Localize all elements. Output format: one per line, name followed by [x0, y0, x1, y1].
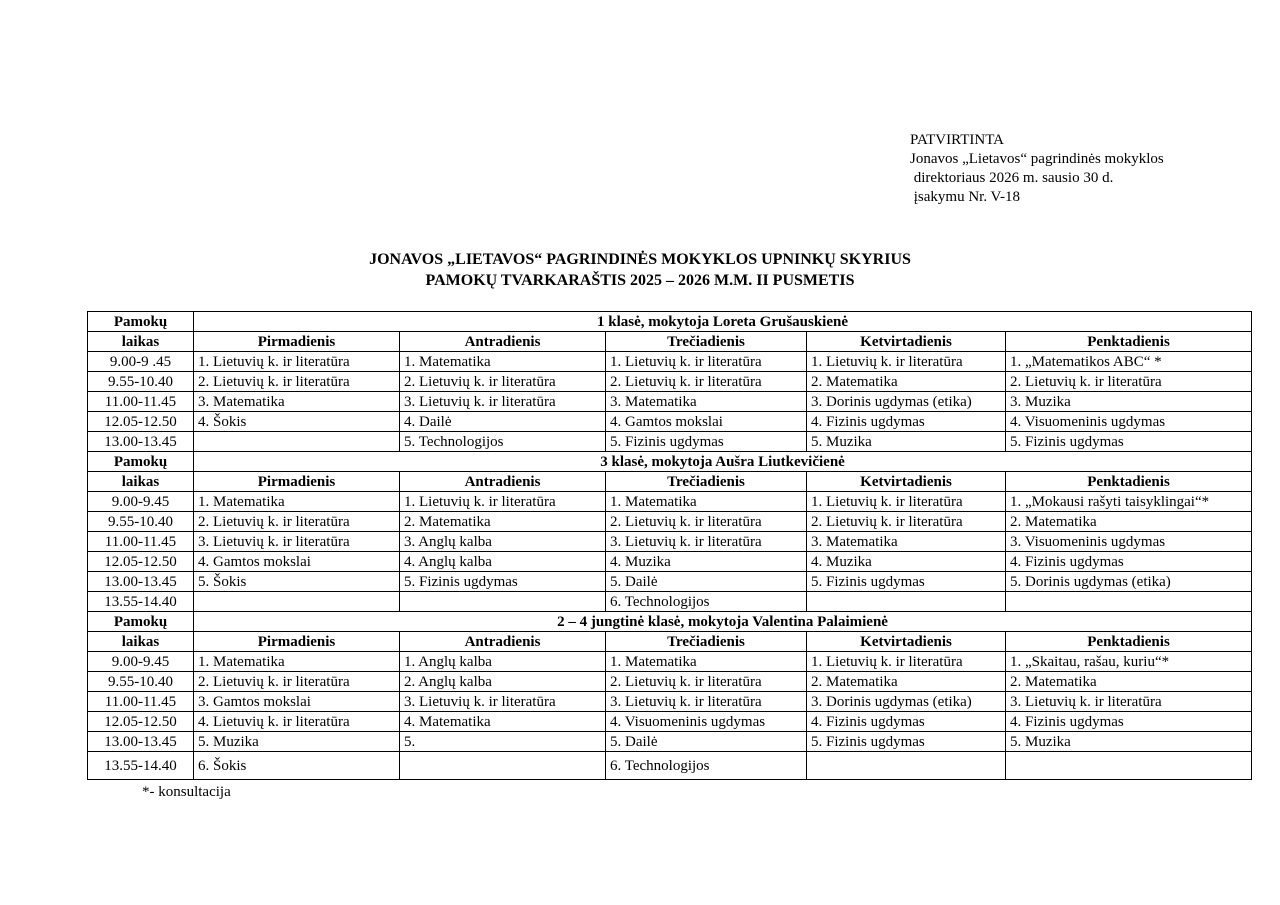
- class-header-row: [88, 452, 1252, 472]
- day-header: Penktadienis: [1006, 632, 1252, 652]
- class-title: 3 klasė, mokytoja Aušra Liutkevičienė: [194, 452, 1252, 472]
- lesson-cell: 5. Fizinis ugdymas: [807, 732, 1006, 752]
- lesson-cell: 5. Fizinis ugdymas: [606, 432, 807, 452]
- class-header-row: [88, 612, 1252, 632]
- lesson-time: 9.00-9.45: [88, 652, 194, 672]
- document-title: [0, 249, 1280, 291]
- lesson-cell: 2. Matematika: [807, 372, 1006, 392]
- lesson-cell: 5. Dailė: [606, 732, 807, 752]
- lesson-cell: 1. Matematika: [194, 652, 400, 672]
- lesson-cell: 4. Fizinis ugdymas: [807, 712, 1006, 732]
- lesson-cell: 3. Gamtos mokslai: [194, 692, 400, 712]
- lesson-cell: 4. Visuomeninis ugdymas: [606, 712, 807, 732]
- day-header: Ketvirtadienis: [807, 632, 1006, 652]
- lesson-cell: 1. Matematika: [606, 652, 807, 672]
- lesson-cell: 4. Muzika: [807, 552, 1006, 572]
- time-header-bottom: laikas: [88, 632, 194, 652]
- day-header: Ketvirtadienis: [807, 332, 1006, 352]
- day-header: Penktadienis: [1006, 472, 1252, 492]
- lesson-cell: 2. Matematika: [400, 512, 606, 532]
- class-title: 1 klasė, mokytoja Loreta Grušauskienė: [194, 312, 1252, 332]
- lesson-cell: 1. Matematika: [606, 492, 807, 512]
- lesson-row: [88, 672, 1252, 692]
- lesson-row: [88, 512, 1252, 532]
- lesson-cell: 6. Technologijos: [606, 752, 807, 780]
- lesson-cell: 5. Fizinis ugdymas: [1006, 432, 1252, 452]
- lesson-row: [88, 352, 1252, 372]
- lesson-cell: 1. Matematika: [194, 492, 400, 512]
- lesson-cell: 2. Lietuvių k. ir literatūra: [400, 372, 606, 392]
- lesson-cell: 2. Matematika: [1006, 512, 1252, 532]
- lesson-time: 11.00-11.45: [88, 392, 194, 412]
- day-header: Pirmadienis: [194, 332, 400, 352]
- lesson-row: [88, 572, 1252, 592]
- day-header: Antradienis: [400, 632, 606, 652]
- lesson-cell: 3. Muzika: [1006, 392, 1252, 412]
- lesson-time: 11.00-11.45: [88, 532, 194, 552]
- lesson-time: 9.55-10.40: [88, 372, 194, 392]
- lesson-cell: 5. Dorinis ugdymas (etika): [1006, 572, 1252, 592]
- lesson-cell: 3. Lietuvių k. ir literatūra: [1006, 692, 1252, 712]
- lesson-row: [88, 392, 1252, 412]
- lesson-time: 11.00-11.45: [88, 692, 194, 712]
- lesson-cell: 5. Muzika: [807, 432, 1006, 452]
- lesson-cell: 5. Fizinis ugdymas: [400, 572, 606, 592]
- lesson-time: 9.00-9 .45: [88, 352, 194, 372]
- lesson-row: [88, 372, 1252, 392]
- lesson-cell: 3. Dorinis ugdymas (etika): [807, 392, 1006, 412]
- lesson-cell: 1. Matematika: [400, 352, 606, 372]
- lesson-cell: 3. Matematika: [606, 392, 807, 412]
- lesson-cell: 1. Lietuvių k. ir literatūra: [807, 352, 1006, 372]
- approval-order: įsakymu Nr. V-18: [910, 189, 1021, 205]
- lesson-cell: 1. „Matematikos ABC“ *: [1006, 352, 1252, 372]
- lesson-cell: [1006, 592, 1252, 612]
- lesson-time: 12.05-12.50: [88, 552, 194, 572]
- day-header: Pirmadienis: [194, 632, 400, 652]
- lesson-cell: 3. Lietuvių k. ir literatūra: [400, 392, 606, 412]
- approval-stamp: [910, 131, 1164, 207]
- schedule-table: [87, 311, 1252, 780]
- day-header: Trečiadienis: [606, 632, 807, 652]
- class-title: 2 – 4 jungtinė klasė, mokytoja Valentina Palaimienė: [194, 612, 1252, 632]
- lesson-row: [88, 732, 1252, 752]
- lesson-cell: 5. Muzika: [194, 732, 400, 752]
- lesson-cell: 4. Fizinis ugdymas: [1006, 712, 1252, 732]
- lesson-cell: [807, 592, 1006, 612]
- time-header-top: Pamokų: [88, 612, 194, 632]
- lesson-cell: 4. Šokis: [194, 412, 400, 432]
- day-header: Antradienis: [400, 472, 606, 492]
- lesson-cell: 2. Matematika: [807, 672, 1006, 692]
- lesson-cell: 1. Lietuvių k. ir literatūra: [606, 352, 807, 372]
- lesson-cell: 4. Visuomeninis ugdymas: [1006, 412, 1252, 432]
- lesson-cell: 2. Lietuvių k. ir literatūra: [606, 672, 807, 692]
- lesson-cell: 2. Anglų kalba: [400, 672, 606, 692]
- lesson-cell: 3. Lietuvių k. ir literatūra: [606, 532, 807, 552]
- lesson-row: [88, 532, 1252, 552]
- lesson-row: [88, 492, 1252, 512]
- lesson-time: 12.05-12.50: [88, 712, 194, 732]
- lesson-cell: 2. Lietuvių k. ir literatūra: [606, 372, 807, 392]
- lesson-row: [88, 652, 1252, 672]
- day-header-row: [88, 472, 1252, 492]
- lesson-cell: 3. Lietuvių k. ir literatūra: [606, 692, 807, 712]
- lesson-row: [88, 752, 1252, 780]
- lesson-cell: 3. Anglų kalba: [400, 532, 606, 552]
- lesson-cell: 1. Lietuvių k. ir literatūra: [807, 652, 1006, 672]
- time-header-bottom: laikas: [88, 472, 194, 492]
- lesson-cell: [194, 592, 400, 612]
- lesson-cell: 4. Dailė: [400, 412, 606, 432]
- lesson-row: [88, 712, 1252, 732]
- day-header: Trečiadienis: [606, 472, 807, 492]
- lesson-cell: [400, 752, 606, 780]
- day-header: Ketvirtadienis: [807, 472, 1006, 492]
- time-header-bottom: laikas: [88, 332, 194, 352]
- lesson-cell: 2. Matematika: [1006, 672, 1252, 692]
- lesson-cell: 1. „Skaitau, rašau, kuriu“*: [1006, 652, 1252, 672]
- lesson-cell: 1. Lietuvių k. ir literatūra: [194, 352, 400, 372]
- lesson-time: 13.55-14.40: [88, 752, 194, 780]
- lesson-cell: 3. Visuomeninis ugdymas: [1006, 532, 1252, 552]
- approval-school: Jonavos „Lietavos“ pagrindinės mokyklos: [910, 151, 1164, 167]
- lesson-cell: 4. Lietuvių k. ir literatūra: [194, 712, 400, 732]
- lesson-time: 9.00-9.45: [88, 492, 194, 512]
- day-header: Antradienis: [400, 332, 606, 352]
- lesson-cell: 4. Muzika: [606, 552, 807, 572]
- lesson-cell: 4. Matematika: [400, 712, 606, 732]
- lesson-cell: 6. Šokis: [194, 752, 400, 780]
- lesson-row: [88, 592, 1252, 612]
- title-schedule: PAMOKŲ TVARKARAŠTIS 2025 – 2026 M.M. II PUSMETIS: [425, 272, 855, 289]
- lesson-cell: [1006, 752, 1252, 780]
- approval-date: direktoriaus 2026 m. sausio 30 d.: [910, 170, 1114, 186]
- day-header: Pirmadienis: [194, 472, 400, 492]
- lesson-cell: 1. „Mokausi rašyti taisyklingai“*: [1006, 492, 1252, 512]
- day-header: Penktadienis: [1006, 332, 1252, 352]
- lesson-time: 13.00-13.45: [88, 572, 194, 592]
- lesson-cell: 4. Fizinis ugdymas: [807, 412, 1006, 432]
- lesson-cell: 3. Matematika: [807, 532, 1006, 552]
- lesson-row: [88, 412, 1252, 432]
- time-header-top: Pamokų: [88, 452, 194, 472]
- lesson-cell: 2. Lietuvių k. ir literatūra: [194, 512, 400, 532]
- lesson-cell: 6. Technologijos: [606, 592, 807, 612]
- lesson-time: 13.00-13.45: [88, 732, 194, 752]
- lesson-cell: 3. Matematika: [194, 392, 400, 412]
- approval-title: PATVIRTINTA: [910, 132, 1005, 148]
- lesson-cell: 5. Fizinis ugdymas: [807, 572, 1006, 592]
- lesson-row: [88, 552, 1252, 572]
- lesson-cell: 5.: [400, 732, 606, 752]
- lesson-cell: 5. Šokis: [194, 572, 400, 592]
- lesson-cell: 4. Gamtos mokslai: [194, 552, 400, 572]
- lesson-cell: 4. Gamtos mokslai: [606, 412, 807, 432]
- lesson-cell: 2. Lietuvių k. ir literatūra: [807, 512, 1006, 532]
- day-header: Trečiadienis: [606, 332, 807, 352]
- lesson-cell: 3. Dorinis ugdymas (etika): [807, 692, 1006, 712]
- lesson-cell: 3. Lietuvių k. ir literatūra: [194, 532, 400, 552]
- lesson-cell: 1. Lietuvių k. ir literatūra: [807, 492, 1006, 512]
- lesson-cell: 2. Lietuvių k. ir literatūra: [194, 672, 400, 692]
- lesson-time: 9.55-10.40: [88, 672, 194, 692]
- lesson-time: 9.55-10.40: [88, 512, 194, 532]
- lesson-time: 13.55-14.40: [88, 592, 194, 612]
- footnote: *- konsultacija: [142, 784, 231, 800]
- lesson-cell: 2. Lietuvių k. ir literatūra: [1006, 372, 1252, 392]
- lesson-cell: 1. Anglų kalba: [400, 652, 606, 672]
- lesson-time: 13.00-13.45: [88, 432, 194, 452]
- day-header-row: [88, 332, 1252, 352]
- lesson-cell: 1. Lietuvių k. ir literatūra: [400, 492, 606, 512]
- time-header-top: Pamokų: [88, 312, 194, 332]
- lesson-cell: 5. Technologijos: [400, 432, 606, 452]
- lesson-time: 12.05-12.50: [88, 412, 194, 432]
- class-header-row: [88, 312, 1252, 332]
- day-header-row: [88, 632, 1252, 652]
- lesson-cell: [807, 752, 1006, 780]
- lesson-cell: [194, 432, 400, 452]
- lesson-cell: 4. Anglų kalba: [400, 552, 606, 572]
- lesson-cell: 5. Muzika: [1006, 732, 1252, 752]
- title-school: JONAVOS „LIETAVOS“ PAGRINDINĖS MOKYKLOS UPNINKŲ SKYRIUS: [369, 251, 911, 268]
- lesson-cell: 2. Lietuvių k. ir literatūra: [606, 512, 807, 532]
- lesson-cell: 3. Lietuvių k. ir literatūra: [400, 692, 606, 712]
- lesson-cell: 4. Fizinis ugdymas: [1006, 552, 1252, 572]
- lesson-cell: 2. Lietuvių k. ir literatūra: [194, 372, 400, 392]
- lesson-cell: [400, 592, 606, 612]
- lesson-row: [88, 432, 1252, 452]
- lesson-row: [88, 692, 1252, 712]
- lesson-cell: 5. Dailė: [606, 572, 807, 592]
